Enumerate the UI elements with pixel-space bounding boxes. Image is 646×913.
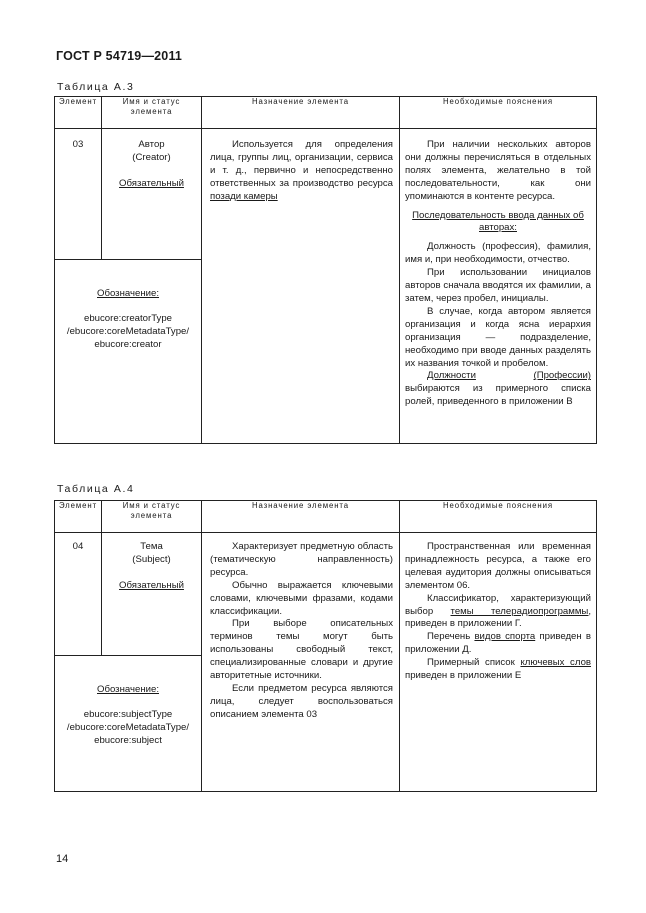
purpose-cell bbox=[202, 533, 400, 792]
table-a3 bbox=[54, 96, 597, 444]
purpose-link: позади камеры bbox=[210, 190, 278, 202]
designation-line-2: /ebucore:coreMetadataType/ bbox=[66, 325, 190, 337]
link-keywords: ключевых слов bbox=[520, 657, 591, 669]
element-name-status bbox=[102, 533, 202, 656]
designation-line-1: ebucore:subjectType bbox=[83, 708, 173, 720]
purpose-text: Используется для определения лица, группы лиц, организации, сервиса и т. д., первично и непосредственно ответственных за производство ресурса bbox=[210, 139, 393, 189]
col-header-name-status: Имя и статус элемента bbox=[102, 97, 202, 129]
notes-paragraph-4: Примерный список ключевых слов приведен в приложении Е bbox=[405, 657, 591, 682]
col-header-element: Элемент bbox=[55, 501, 102, 533]
purpose-paragraph-2: Обычно выражается ключевыми словами, ключевыми фразами, кодами классификации. bbox=[210, 579, 393, 617]
col-header-purpose: Назначение элемента bbox=[202, 501, 400, 533]
notes-paragraph-1: При наличии нескольких авторов они должны перечисляться в отдельных полях элемента, желательно в той последовательности, как они упоминаются в контенте ресурса. bbox=[405, 139, 591, 202]
element-number: 04 bbox=[55, 533, 102, 656]
element-name-en: (Creator) bbox=[132, 151, 171, 163]
designation-label: Обозначение: bbox=[97, 288, 159, 299]
notes-paragraph-1: Пространственная или временная принадлежность ресурса, а также его целевая аудитория должны описываться элементом 06. bbox=[405, 541, 591, 591]
notes-paragraph-3: Перечень видов спорта приведен в приложении Д. bbox=[405, 631, 591, 656]
element-name-status bbox=[102, 129, 202, 260]
designation-cell bbox=[55, 656, 202, 792]
element-name: Тема bbox=[140, 541, 163, 552]
document-header: ГОСТ Р 54719—2011 bbox=[56, 49, 183, 63]
notes-paragraph-4: В случае, когда автором является организация и когда ясна иерархия организация — подразделение, необходимо при вводе данных разделять их названия точкой и пробелом. bbox=[405, 305, 591, 369]
table-a3-caption: Таблица А.3 bbox=[57, 81, 135, 93]
col-header-notes: Необходимые пояснения bbox=[400, 97, 597, 129]
col-header-element: Элемент bbox=[55, 97, 102, 129]
col-header-purpose: Назначение элемента bbox=[202, 97, 400, 129]
designation-label: Обозначение: bbox=[97, 684, 159, 695]
designation-line-3: ebucore:creator bbox=[94, 338, 162, 350]
notes-paragraph-2: Классификатор, характеризующий выбор темы телерадиопрограммы, приведен в приложении Г. bbox=[405, 592, 591, 630]
page-number: 14 bbox=[56, 853, 69, 865]
purpose-paragraph-1: Характеризует предметную область (тематическую направленность) ресурса. bbox=[210, 541, 393, 578]
element-name: Автор bbox=[138, 139, 165, 150]
element-name-en: (Subject) bbox=[132, 553, 171, 565]
purpose-cell bbox=[202, 129, 400, 444]
element-number: 03 bbox=[55, 129, 102, 260]
table-a4-caption: Таблица А.4 bbox=[57, 483, 135, 495]
designation-cell bbox=[55, 260, 202, 444]
link-sports: видов спорта bbox=[474, 631, 536, 643]
col-header-notes: Необходимые пояснения bbox=[400, 501, 597, 533]
link-positions: Должности bbox=[427, 370, 476, 382]
designation-line-2: /ebucore:coreMetadataType/ bbox=[66, 721, 190, 733]
designation-line-1: ebucore:creatorType bbox=[84, 312, 172, 324]
link-tv-radio-topics: темы телерадиопрограммы, bbox=[450, 605, 591, 617]
notes-cell bbox=[400, 129, 597, 444]
notes-paragraph-5: Должности (Профессии) выбираются из примерного списка ролей, приведенного в приложении В bbox=[405, 370, 591, 408]
notes-heading: Последовательность ввода данных об авторах: bbox=[412, 209, 584, 234]
notes-cell bbox=[400, 533, 597, 792]
col-header-name-status: Имя и статус элемента bbox=[102, 501, 202, 533]
status-mandatory: Обязательный bbox=[119, 579, 184, 591]
table-a4 bbox=[54, 500, 597, 792]
purpose-paragraph-3: При выборе описательных терминов темы могут быть использованы свободный текст, специализированные словари и другие авторитетные источники. bbox=[210, 618, 393, 682]
notes-paragraph-2: Должность (профессия), фамилия, имя и, при необходимости, отчество. bbox=[405, 241, 591, 266]
purpose-paragraph-4: Если предметом ресурса являются лица, следует воспользоваться описанием элемента 03 bbox=[210, 682, 393, 720]
designation-line-3: ebucore:subject bbox=[94, 734, 162, 746]
link-professions: (Профессии) bbox=[533, 370, 591, 382]
status-mandatory: Обязательный bbox=[119, 177, 184, 189]
notes-paragraph-3: При использовании инициалов авторов сначала вводятся их фамилии, а затем, через пробел, инициалы. bbox=[405, 267, 591, 304]
